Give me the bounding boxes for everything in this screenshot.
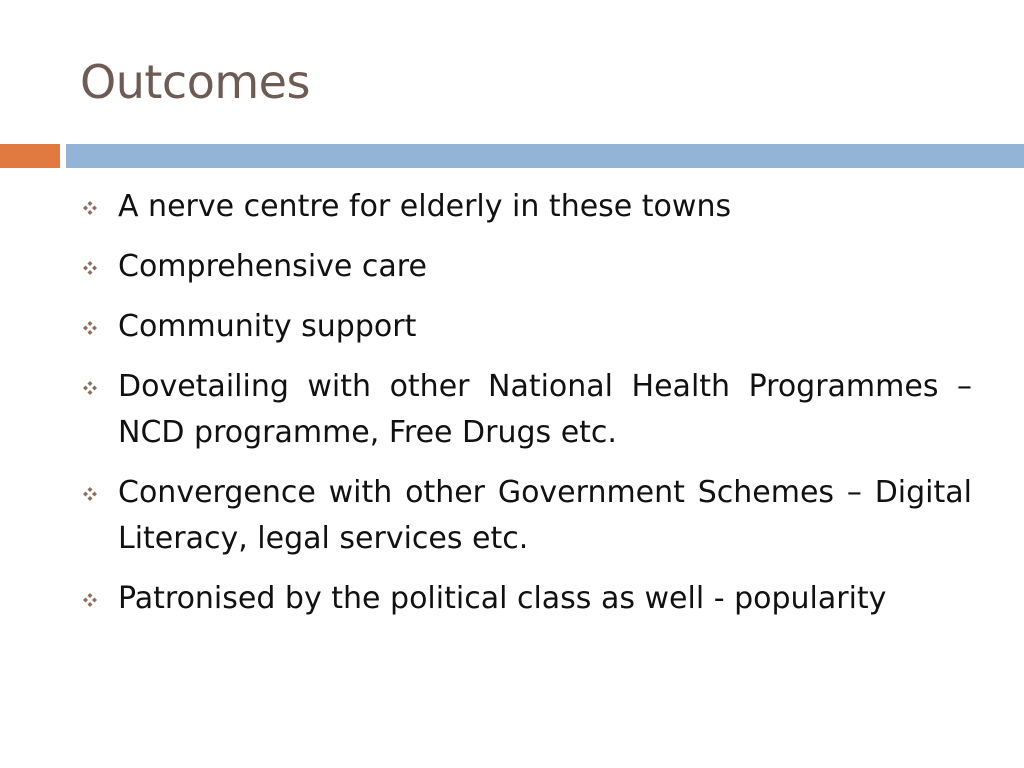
bullet-item [80, 364, 972, 456]
accent-bar-orange [0, 144, 60, 168]
bullet-item [80, 470, 972, 562]
diamond-cluster-icon [82, 260, 98, 276]
bullet-text: A nerve centre for elderly in these towns [118, 189, 732, 224]
bullet-text: Convergence with other Government Schemes – Digital Literacy, legal services etc. [118, 475, 972, 556]
bullet-list [80, 184, 972, 636]
bullet-text: Dovetailing with other National Health Programmes – NCD programme, Free Drugs etc. [118, 369, 972, 450]
bullet-text: Comprehensive care [118, 249, 427, 284]
bullet-item [80, 184, 972, 230]
diamond-cluster-icon [82, 200, 98, 216]
bullet-item [80, 576, 972, 622]
diamond-cluster-icon [82, 592, 98, 608]
bullet-text: Patronised by the political class as well - popularity [118, 581, 887, 616]
diamond-cluster-icon [82, 380, 98, 396]
bullet-text: Community support [118, 309, 417, 344]
bullet-item [80, 304, 972, 350]
diamond-cluster-icon [82, 486, 98, 502]
slide-title: Outcomes [80, 55, 310, 109]
diamond-cluster-icon [82, 320, 98, 336]
accent-bar-blue [66, 144, 1024, 168]
bullet-item [80, 244, 972, 290]
